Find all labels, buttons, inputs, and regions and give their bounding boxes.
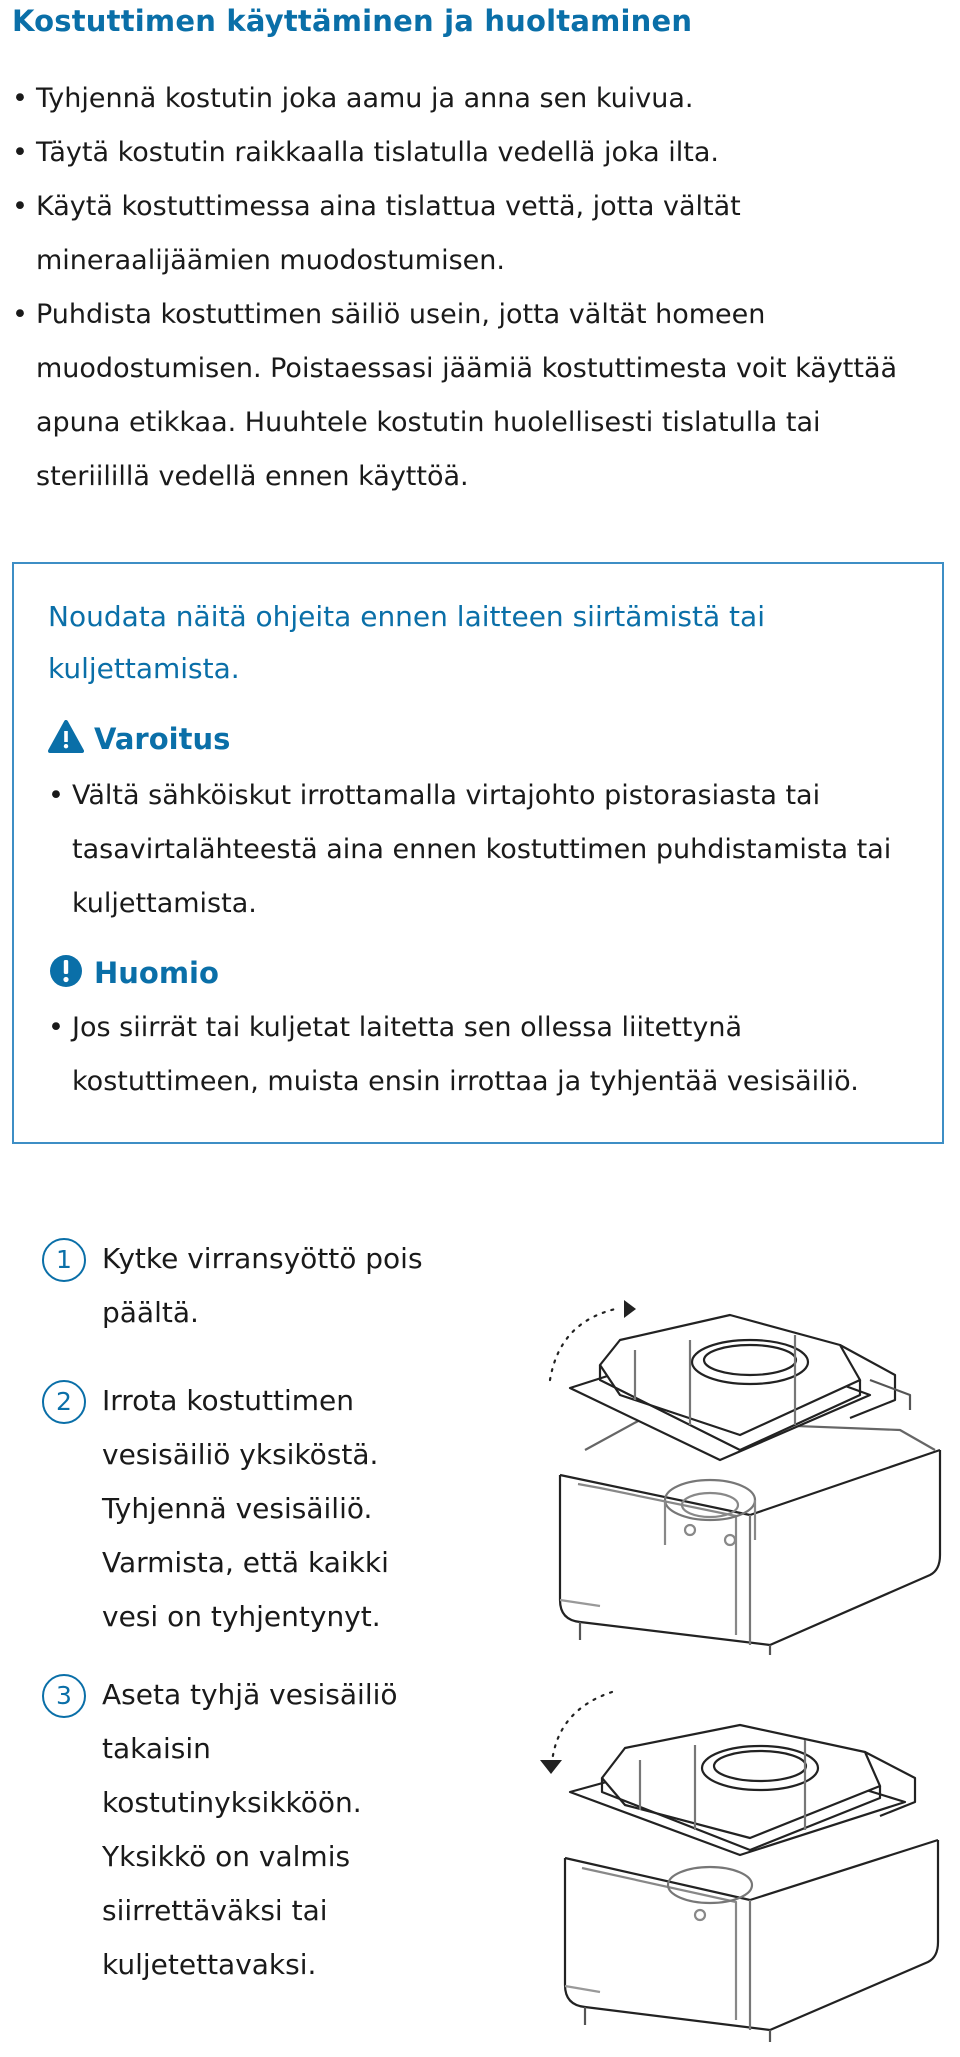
list-item: • Puhdista kostuttimen säiliö usein, jotta vältät homeen muodostumisen. Poistaessasi jäämiä kostuttimesta voit käyttää apuna etikkaa. Huuhtele kostutin huolellisesti tislatulla tai steriilillä vedellä ennen käyttöä. xyxy=(12,288,912,504)
list-item: • Tyhjennä kostutin joka aamu ja anna sen kuivua. xyxy=(12,72,912,126)
step-2 xyxy=(42,1374,432,1644)
caution-heading xyxy=(48,953,219,993)
notice-intro: Noudata näitä ohjeita ennen laitteen siirtämistä tai kuljettamista. xyxy=(48,600,765,685)
humidifier-tank-removal-illustration xyxy=(540,1300,960,1660)
page-title: Kostuttimen käyttäminen ja huoltaminen xyxy=(12,4,693,38)
warning-list xyxy=(48,769,928,931)
exclamation-circle-icon xyxy=(48,953,84,993)
step-1 xyxy=(42,1232,432,1340)
list-item: • Vältä sähköiskut irrottamalla virtajohto pistorasiasta tai tasavirtalähteestä aina ennen kostuttimen puhdistamista tai kuljettamista. xyxy=(48,769,928,931)
step-number: 3 xyxy=(42,1674,86,1718)
step-number: 1 xyxy=(42,1238,86,1282)
step-number: 2 xyxy=(42,1380,86,1424)
warning-heading xyxy=(48,720,230,758)
caution-label: Huomio xyxy=(94,956,219,990)
warning-label: Varoitus xyxy=(94,722,231,756)
humidifier-tank-insert-illustration xyxy=(540,1690,960,2050)
step-text: Aseta tyhjä vesisäiliö takaisin kostutinyksikköön. Yksikkö on valmis siirrettäväksi tai kuljetettavaksi. xyxy=(102,1678,398,1981)
caution-list xyxy=(48,1001,928,1109)
list-item: • Jos siirrät tai kuljetat laitetta sen ollessa liitettynä kostuttimeen, muista ensin irrottaa ja tyhjentää vesisäiliö. xyxy=(48,1001,928,1109)
warning-triangle-icon xyxy=(48,720,84,758)
step-3 xyxy=(42,1668,432,1992)
step-text: Irrota kostuttimen vesisäiliö yksiköstä. Tyhjennä vesisäiliö. Varmista, että kaikki vesi on tyhjentynyt. xyxy=(102,1384,389,1633)
care-instructions-list xyxy=(12,72,912,504)
transport-notice-box xyxy=(12,562,944,1144)
list-item: • Täytä kostutin raikkaalla tislatulla vedellä joka ilta. xyxy=(12,126,912,180)
list-item: • Käytä kostuttimessa aina tislattua vettä, jotta vältät mineraalijäämien muodostumisen. xyxy=(12,180,912,288)
step-text: Kytke virransyöttö pois päältä. xyxy=(102,1242,423,1329)
